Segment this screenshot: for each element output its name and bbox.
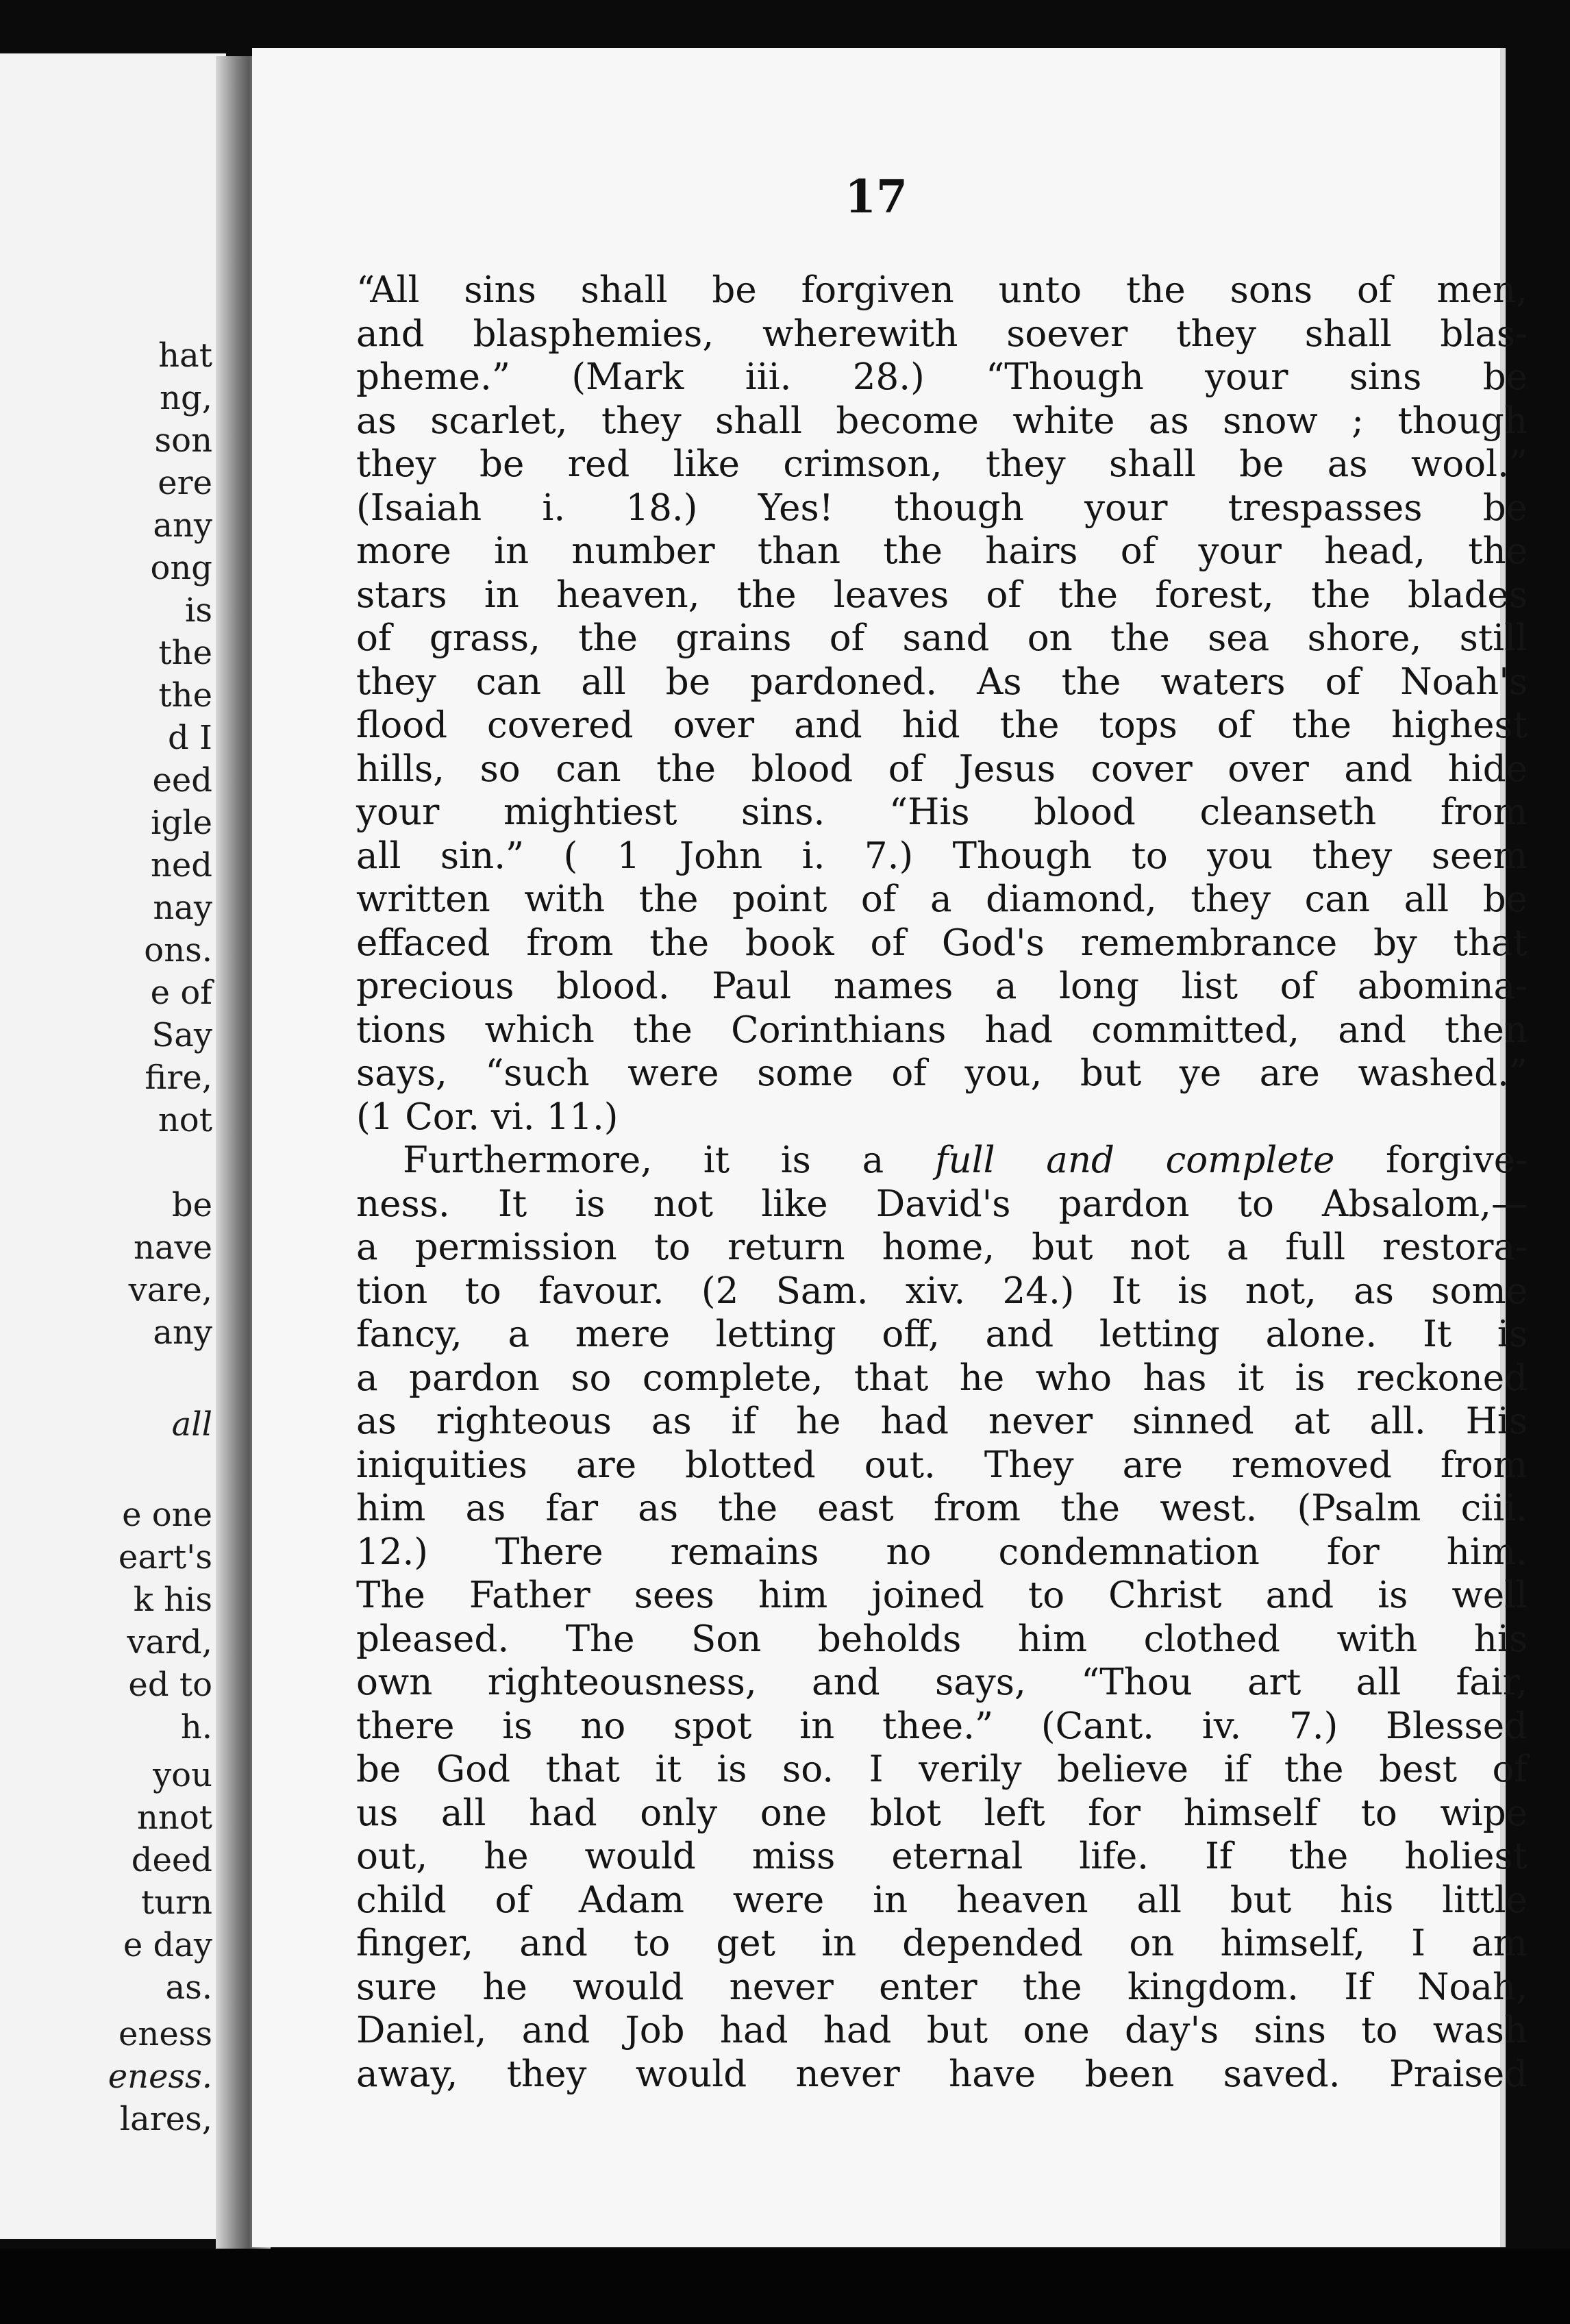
previous-page-line: Say <box>151 1016 212 1054</box>
previous-page-line: e one <box>122 1496 212 1534</box>
previous-page-line: ere <box>158 464 212 502</box>
previous-page-line: ong <box>150 549 212 587</box>
previous-page-line: h. <box>180 1708 212 1746</box>
paragraph-2 <box>356 1139 1528 2096</box>
text-line: 12.) There remains no condemnation for him. <box>356 1531 1528 1573</box>
text-line: a permission to return home, but not a full restora- <box>356 1226 1528 1268</box>
page-number: 17 <box>845 170 908 223</box>
text-line: fancy, a mere letting off, and letting alone. It is <box>356 1313 1528 1355</box>
previous-page-line: e of <box>150 974 212 1012</box>
previous-page-line: be <box>171 1186 212 1224</box>
text-line: flood covered over and hid the tops of the highest <box>356 704 1528 746</box>
text-line: (Isaiah i. 18.) Yes! though your trespasses be <box>356 486 1528 529</box>
text-line: away, they would never have been saved. Praised <box>356 2053 1528 2095</box>
previous-page-line: son <box>154 421 212 460</box>
previous-page-line: vard, <box>127 1623 212 1661</box>
previous-page-line: eed <box>152 761 212 800</box>
previous-page-line: you <box>153 1756 212 1794</box>
previous-page-line: turn <box>140 1883 212 1922</box>
previous-page-line: eness. <box>108 2057 212 2096</box>
previous-page-line: eness <box>119 2015 212 2053</box>
text-line: be God that it is so. I verily believe if the best of <box>356 1748 1528 1790</box>
text-line: a pardon so complete, that he who has it is reckoned <box>356 1357 1528 1399</box>
previous-page-line: ned <box>150 846 212 885</box>
previous-page-line: eart's <box>118 1538 212 1577</box>
text-line: him as far as the east from the west. (Psalm ciii. <box>356 1487 1528 1529</box>
previous-page-line: nnot <box>136 1798 212 1837</box>
text-line: (1 Cor. vi. 11.) <box>356 1096 619 1138</box>
text-line: own righteousness, and says, “Thou art all fair, <box>356 1661 1528 1703</box>
paragraph-1 <box>356 269 1528 1139</box>
previous-page-line: hat <box>158 336 212 375</box>
previous-page-line: nave <box>133 1228 212 1267</box>
text-line: as scarlet, they shall become white as snow ; though <box>356 399 1528 442</box>
previous-page-line: all <box>171 1405 212 1444</box>
previous-page-line: fire, <box>145 1059 212 1097</box>
text-line: written with the point of a diamond, they can all be <box>356 878 1528 920</box>
text-line: as righteous as if he had never sinned at all. His <box>356 1400 1528 1442</box>
previous-page-line: d I <box>168 719 212 757</box>
scan-border <box>0 2249 1570 2324</box>
previous-page-line: as. <box>165 1968 212 2007</box>
text-line: they be red like crimson, they shall be as wool.” <box>356 443 1528 485</box>
text-line: pheme.” (Mark iii. 28.) “Though your sins be <box>356 356 1528 398</box>
previous-page-line: e day <box>123 1926 212 1964</box>
text-line <box>356 1139 1528 1183</box>
previous-page-line: not <box>158 1101 212 1139</box>
page-body <box>356 269 1528 2096</box>
text-line: says, “such were some of you, but ye are washed.” <box>356 1052 1528 1094</box>
previous-page-line: deed <box>131 1841 212 1879</box>
text-line: us all had only one blot left for himself to wipe <box>356 1792 1528 1834</box>
text-line: ness. It is not like David's pardon to Absalom,— <box>356 1183 1528 1225</box>
emphasis-text: full and complete <box>934 1139 1335 1181</box>
previous-page-line: ons. <box>144 931 212 969</box>
text-line: Daniel, and Job had had but one day's sins to wash <box>356 2010 1528 2051</box>
text-line: and blasphemies, wherewith soever they shall blas- <box>356 312 1528 355</box>
text-line: stars in heaven, the leaves of the forest, the blades <box>356 573 1528 616</box>
text-line: there is no spot in thee.” (Cant. iv. 7.) Blessed <box>356 1705 1528 1747</box>
text-line: tion to favour. (2 Sam. xiv. 24.) It is not, as some <box>356 1270 1528 1312</box>
text-line: The Father sees him joined to Christ and is well <box>356 1574 1528 1616</box>
text-line: effaced from the book of God's remembrance by that <box>356 922 1528 964</box>
previous-page-line: vare, <box>128 1271 212 1309</box>
book-page <box>252 48 1528 2247</box>
previous-page-fragment <box>0 53 226 2239</box>
text-line: finger, and to get in depended on himself, I am <box>356 1923 1528 1964</box>
text-line: “All sins shall be forgiven unto the sons of men, <box>356 269 1528 311</box>
text-line: tions which the Corinthians had committed, and then <box>356 1009 1528 1051</box>
text-line: all sin.” ( 1 John i. 7.) Though to you they seem <box>356 835 1528 877</box>
text-line: sure he would never enter the kingdom. If Noah, <box>356 1966 1528 2008</box>
text-line: more in number than the hairs of your head, the <box>356 530 1528 572</box>
text-line: precious blood. Paul names a long list of abomina- <box>356 965 1528 1007</box>
previous-page-line: ng, <box>160 379 212 417</box>
previous-page-line: igle <box>151 804 212 842</box>
text-line: your mightiest sins. “His blood cleanseth from <box>356 791 1528 833</box>
previous-page-line: lares, <box>119 2100 212 2138</box>
text-line: of grass, the grains of sand on the sea shore, still <box>356 617 1528 659</box>
previous-page-line: is <box>185 591 212 630</box>
previous-page-line: k his <box>133 1581 212 1619</box>
text-line: child of Adam were in heaven all but his little <box>356 1879 1528 1921</box>
text-run: Furthermore, it is a <box>403 1139 935 1181</box>
previous-page-text <box>0 53 226 2239</box>
text-line: out, he would miss eternal life. If the holiest <box>356 1835 1528 1877</box>
previous-page-line: the <box>158 634 212 672</box>
text-run: forgive- <box>1334 1139 1528 1181</box>
text-line: hills, so can the blood of Jesus cover over and hide <box>356 747 1528 790</box>
text-line: iniquities are blotted out. They are removed from <box>356 1444 1528 1486</box>
previous-page-line: ed to <box>128 1666 212 1704</box>
text-line: they can all be pardoned. As the waters of Noah's <box>356 660 1528 703</box>
previous-page-line: any <box>153 506 212 545</box>
previous-page-line: any <box>153 1313 212 1352</box>
previous-page-line: the <box>158 676 212 715</box>
previous-page-line: nay <box>153 889 212 927</box>
text-line: pleased. The Son beholds him clothed with his <box>356 1618 1528 1660</box>
